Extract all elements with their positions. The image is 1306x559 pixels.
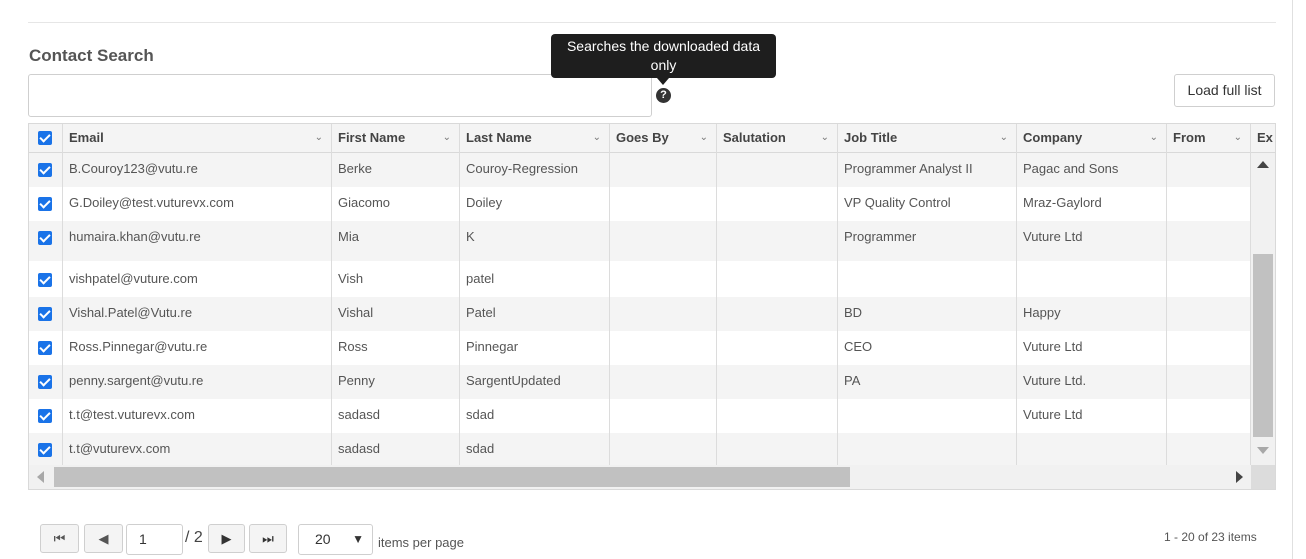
items-per-page-select[interactable] <box>298 524 373 555</box>
divider <box>28 22 1276 23</box>
goes-by-cell <box>610 153 717 187</box>
last-name-cell <box>460 187 610 221</box>
column-header-salutation[interactable] <box>717 124 838 153</box>
grid-header <box>29 124 1275 153</box>
column-label: Ex <box>1257 130 1273 145</box>
first-name-cell <box>332 261 460 297</box>
company-cell <box>1017 365 1167 399</box>
salutation-cell <box>717 297 838 331</box>
cell-text: Vuture Ltd <box>1023 229 1083 244</box>
panel-border <box>1292 0 1293 559</box>
company-cell <box>1017 297 1167 331</box>
row-select-cell <box>29 187 63 221</box>
job-title-cell <box>838 365 1017 399</box>
cell-text: Programmer Analyst II <box>844 161 973 176</box>
last-name-cell <box>460 297 610 331</box>
job-title-cell <box>838 261 1017 297</box>
chevron-down-icon[interactable]: ⌄ <box>820 132 829 143</box>
pager-range-info: 1 - 20 of 23 items <box>1164 530 1257 544</box>
cell-text: PA <box>844 373 861 388</box>
table-row[interactable] <box>29 187 1251 221</box>
last-name-cell <box>460 365 610 399</box>
select-all-checkbox[interactable] <box>38 131 52 145</box>
job-title-cell <box>838 331 1017 365</box>
cell-text: sdad <box>466 407 495 422</box>
cell-text: Pinnegar <box>466 339 519 354</box>
chevron-down-icon[interactable]: ⌄ <box>999 132 1008 143</box>
column-label: Job Title <box>844 130 898 145</box>
goes-by-cell <box>610 187 717 221</box>
chevron-down-icon[interactable]: ⌄ <box>1233 132 1242 143</box>
previous-page-icon: ◀ <box>98 531 109 546</box>
horizontal-scroll-thumb[interactable] <box>54 467 850 487</box>
cell-text: Penny <box>338 373 375 388</box>
from-cell <box>1167 153 1251 187</box>
table-row[interactable] <box>29 399 1251 433</box>
first-name-cell <box>332 153 460 187</box>
cell-text: patel <box>466 271 495 286</box>
email-cell <box>63 365 332 399</box>
search-input[interactable] <box>28 74 652 117</box>
cell-text: CEO <box>844 339 873 354</box>
page-count: / 2 <box>185 529 203 546</box>
goes-by-cell <box>610 433 717 465</box>
cell-text: Couroy-Regression <box>466 161 578 176</box>
job-title-cell <box>838 187 1017 221</box>
company-cell <box>1017 399 1167 433</box>
email-cell <box>63 297 332 331</box>
company-cell <box>1017 187 1167 221</box>
job-title-cell <box>838 297 1017 331</box>
row-select-cell <box>29 331 63 365</box>
salutation-cell <box>717 261 838 297</box>
row-checkbox[interactable] <box>38 163 52 177</box>
table-row[interactable] <box>29 365 1251 399</box>
scroll-up-arrow-icon[interactable] <box>1257 161 1269 168</box>
scroll-left-arrow-icon[interactable] <box>37 471 44 483</box>
chevron-down-icon[interactable]: ⌄ <box>1149 132 1158 143</box>
salutation-cell <box>717 187 838 221</box>
email-cell <box>63 433 332 465</box>
job-title-cell <box>838 153 1017 187</box>
first-name-cell <box>332 433 460 465</box>
from-cell <box>1167 399 1251 433</box>
company-cell <box>1017 261 1167 297</box>
goes-by-cell <box>610 365 717 399</box>
last-name-cell <box>460 261 610 297</box>
row-checkbox[interactable] <box>38 273 52 287</box>
chevron-down-icon[interactable]: ⌄ <box>699 132 708 143</box>
salutation-cell <box>717 221 838 261</box>
column-label: From <box>1173 130 1206 145</box>
email-cell <box>63 153 332 187</box>
table-row[interactable] <box>29 433 1251 465</box>
cell-text: Mia <box>338 229 359 244</box>
cell-text: K <box>466 229 475 244</box>
last-name-cell <box>460 153 610 187</box>
cell-text: humaira.khan@vutu.re <box>69 229 201 244</box>
select-all-header <box>29 124 63 153</box>
email-cell <box>63 261 332 297</box>
email-cell <box>63 187 332 221</box>
from-cell <box>1167 433 1251 465</box>
grid-body <box>29 153 1251 465</box>
from-cell <box>1167 331 1251 365</box>
first-page-icon: ⏮ <box>53 531 66 546</box>
cell-text: Pagac and Sons <box>1023 161 1119 176</box>
scroll-right-arrow-icon[interactable] <box>1236 471 1243 483</box>
company-cell <box>1017 221 1167 261</box>
column-label: Company <box>1023 130 1083 145</box>
tooltip-line: Searches the downloaded data <box>566 38 761 54</box>
goes-by-cell <box>610 261 717 297</box>
vertical-scrollbar[interactable] <box>1251 153 1275 465</box>
column-header-email[interactable] <box>63 124 332 153</box>
row-select-cell <box>29 153 63 187</box>
goes-by-cell <box>610 399 717 433</box>
cell-text: Vuture Ltd <box>1023 339 1083 354</box>
table-row[interactable] <box>29 331 1251 365</box>
salutation-cell <box>717 331 838 365</box>
section-title: Contact Search <box>29 46 154 65</box>
cell-text: SargentUpdated <box>466 373 561 388</box>
row-checkbox[interactable] <box>38 231 52 245</box>
last-name-cell <box>460 331 610 365</box>
cell-text: G.Doiley@test.vuturevx.com <box>69 195 234 210</box>
chevron-down-icon[interactable]: ⌄ <box>442 132 451 143</box>
first-name-cell <box>332 365 460 399</box>
cell-text: BD <box>844 305 863 320</box>
company-cell <box>1017 433 1167 465</box>
column-label: Email <box>69 130 104 145</box>
last-name-cell <box>460 399 610 433</box>
from-cell <box>1167 297 1251 331</box>
cell-text: Ross <box>338 339 368 354</box>
cell-text: Vishal <box>338 305 374 320</box>
column-label: Goes By <box>616 130 669 145</box>
row-checkbox[interactable] <box>38 341 52 355</box>
from-cell <box>1167 221 1251 261</box>
chevron-down-icon[interactable]: ⌄ <box>314 132 323 143</box>
salutation-cell <box>717 399 838 433</box>
cell-text: Giacomo <box>338 195 391 210</box>
row-checkbox[interactable] <box>38 443 52 457</box>
column-header-extra[interactable] <box>1251 124 1276 153</box>
row-select-cell <box>29 261 63 297</box>
page-number-input[interactable]: 1 <box>126 524 183 555</box>
last-name-cell <box>460 221 610 261</box>
first-name-cell <box>332 399 460 433</box>
table-row[interactable] <box>29 261 1251 297</box>
cell-text: Patel <box>466 305 496 320</box>
cell-text: Programmer <box>844 229 917 244</box>
from-cell <box>1167 187 1251 221</box>
row-select-cell <box>29 365 63 399</box>
goes-by-cell <box>610 331 717 365</box>
cell-text: sadasd <box>338 441 380 456</box>
cell-text: Vuture Ltd <box>1023 407 1083 422</box>
column-label: Last Name <box>466 130 532 145</box>
company-cell <box>1017 153 1167 187</box>
salutation-cell <box>717 153 838 187</box>
email-cell <box>63 331 332 365</box>
cell-text: Vishal.Patel@Vutu.re <box>69 305 193 320</box>
from-cell <box>1167 365 1251 399</box>
cell-text: vishpatel@vuture.com <box>69 271 198 286</box>
cell-text: Mraz-Gaylord <box>1023 195 1102 210</box>
per-page-value: 20 <box>315 531 331 547</box>
salutation-cell <box>717 365 838 399</box>
tooltip-line: only <box>650 57 677 73</box>
cell-text: sadasd <box>338 407 380 422</box>
company-cell <box>1017 331 1167 365</box>
scrollbar-corner <box>1251 465 1275 489</box>
email-cell <box>63 221 332 261</box>
salutation-cell <box>717 433 838 465</box>
cell-text: Doiley <box>466 195 503 210</box>
column-header-first-name[interactable] <box>332 124 460 153</box>
first-name-cell <box>332 187 460 221</box>
last-name-cell <box>460 433 610 465</box>
vertical-scroll-thumb[interactable] <box>1253 254 1273 437</box>
search-tooltip <box>551 34 776 78</box>
row-checkbox[interactable] <box>38 409 52 423</box>
chevron-down-icon[interactable]: ⌄ <box>592 132 601 143</box>
contacts-grid <box>28 123 1276 490</box>
job-title-cell <box>838 399 1017 433</box>
row-select-cell <box>29 297 63 331</box>
per-page-label: items per page <box>378 535 464 550</box>
tooltip-arrow <box>657 78 669 85</box>
last-page-button[interactable] <box>249 524 287 553</box>
row-checkbox[interactable] <box>38 307 52 321</box>
cell-text: Berke <box>338 161 372 176</box>
previous-page-button[interactable] <box>84 524 123 553</box>
horizontal-scrollbar[interactable] <box>29 465 1251 489</box>
first-name-cell <box>332 331 460 365</box>
goes-by-cell <box>610 221 717 261</box>
load-full-list-button[interactable]: Load full list <box>1174 74 1275 107</box>
goes-by-cell <box>610 297 717 331</box>
table-row[interactable] <box>29 221 1251 261</box>
last-page-icon: ⏭ <box>262 531 274 546</box>
row-checkbox[interactable] <box>38 375 52 389</box>
help-icon[interactable]: ? <box>656 88 671 103</box>
table-row[interactable] <box>29 153 1251 187</box>
job-title-cell <box>838 221 1017 261</box>
row-select-cell <box>29 433 63 465</box>
chevron-down-icon: ▼ <box>352 532 364 546</box>
cell-text: Ross.Pinnegar@vutu.re <box>69 339 208 354</box>
cell-text: t.t@test.vuturevx.com <box>69 407 195 422</box>
row-select-cell <box>29 399 63 433</box>
first-name-cell <box>332 221 460 261</box>
row-select-cell <box>29 221 63 261</box>
cell-text: t.t@vuturevx.com <box>69 441 171 456</box>
cell-text: B.Couroy123@vutu.re <box>69 161 198 176</box>
from-cell <box>1167 261 1251 297</box>
cell-text: Vuture Ltd. <box>1023 373 1087 388</box>
first-name-cell <box>332 297 460 331</box>
scroll-down-arrow-icon[interactable] <box>1257 447 1269 454</box>
table-row[interactable] <box>29 297 1251 331</box>
cell-text: penny.sargent@vutu.re <box>69 373 204 388</box>
job-title-cell <box>838 433 1017 465</box>
column-header-goes-by[interactable] <box>610 124 717 153</box>
column-header-last-name[interactable] <box>460 124 610 153</box>
cell-text: Vish <box>338 271 364 286</box>
column-header-company[interactable] <box>1017 124 1167 153</box>
row-checkbox[interactable] <box>38 197 52 211</box>
column-header-job-title[interactable] <box>838 124 1017 153</box>
cell-text: Happy <box>1023 305 1061 320</box>
cell-text: sdad <box>466 441 495 456</box>
next-page-button[interactable] <box>208 524 245 553</box>
first-page-button[interactable] <box>40 524 79 553</box>
cell-text: VP Quality Control <box>844 195 951 210</box>
column-header-from[interactable] <box>1167 124 1251 153</box>
email-cell <box>63 399 332 433</box>
next-page-icon: ▶ <box>221 531 232 546</box>
column-label: Salutation <box>723 130 786 145</box>
column-label: First Name <box>338 130 406 145</box>
